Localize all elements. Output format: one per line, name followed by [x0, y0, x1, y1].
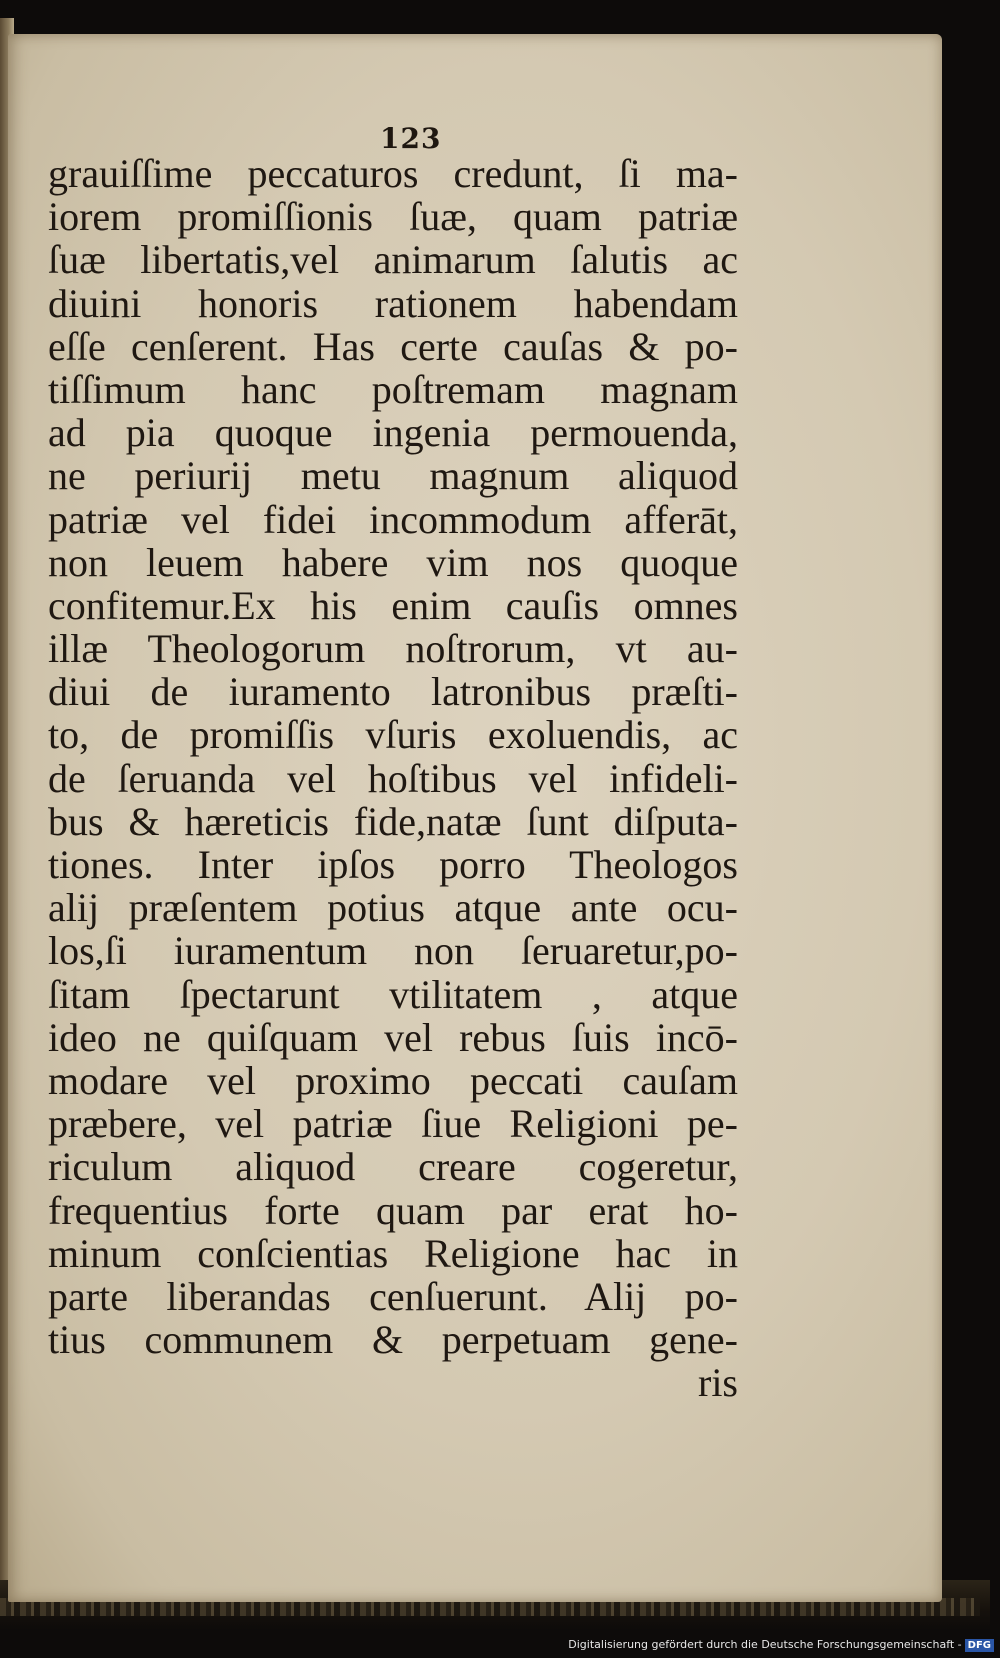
text-line: diuini honoris rationem habendam [48, 280, 738, 326]
book-page [8, 34, 942, 1602]
text-line: ſuæ libertatis,vel animarum ſalutis ac [48, 237, 738, 283]
text-line: de ſeruanda vel hoſtibus vel infideli- [48, 755, 738, 801]
text-line: minum conſcientias Religione hac in [48, 1230, 738, 1276]
text-line: ad pia quoque ingenia permouenda, [48, 410, 738, 456]
page-number: 123 [380, 122, 442, 155]
text-line: tiones. Inter ipſos porro Theologos [48, 842, 738, 887]
text-line: præbere, vel patriæ ſiue Religioni pe- [48, 1101, 738, 1147]
text-line: tiſſimum hanc poſtremam magnam [48, 366, 738, 412]
text-line: illæ Theologorum noſtrorum, vt au- [48, 626, 738, 672]
dfg-logo: DFG [965, 1639, 994, 1652]
page-text [48, 152, 738, 1404]
text-line: ſitam ſpectarunt vtilitatem , atque [48, 971, 738, 1017]
text-line: ideo ne quiſquam vel rebus ſuis incō- [48, 1014, 738, 1060]
text-line: riculum aliquod creare cogeretur, [48, 1144, 738, 1190]
text-line: tius communem & perpetuam gene- [48, 1317, 738, 1363]
text-line: confitemur.Ex his enim cauſis omnes [48, 582, 738, 628]
text-line: iorem promiſſionis ſuæ, quam patriæ [48, 194, 738, 240]
text-line: los,ſi iuramentum non ſeruaretur,po- [48, 928, 738, 974]
text-line: parte liberandas cenſuerunt. Alij po- [48, 1273, 738, 1319]
text-line: alij præſentem potius atque ante ocu- [48, 885, 738, 931]
digitization-credit [568, 1638, 994, 1652]
text-line: to, de promiſſis vſuris exoluendis, ac [48, 712, 738, 758]
catchword: ris [698, 1360, 738, 1406]
text-line: eſſe cenſerent. Has certe cauſas & po- [48, 323, 738, 369]
text-line: bus & hæreticis fide,natæ ſunt diſputa- [48, 798, 738, 844]
text-line: diui de iuramento latronibus præſti- [48, 669, 738, 715]
text-line: non leuem habere vim nos quoque [48, 539, 738, 585]
text-line: grauiſſime peccaturos credunt, ſi ma- [48, 151, 738, 196]
text-line: ne periurij metu magnum aliquod [48, 453, 738, 499]
credit-text: Digitalisierung gefördert durch die Deutsche Forschungsgemeinschaft - [568, 1638, 962, 1651]
text-line: modare vel proximo peccati cauſam [48, 1057, 738, 1103]
text-line: frequentius forte quam par erat ho- [48, 1187, 738, 1233]
text-line: patriæ vel fidei incommodum afferāt, [48, 496, 738, 542]
